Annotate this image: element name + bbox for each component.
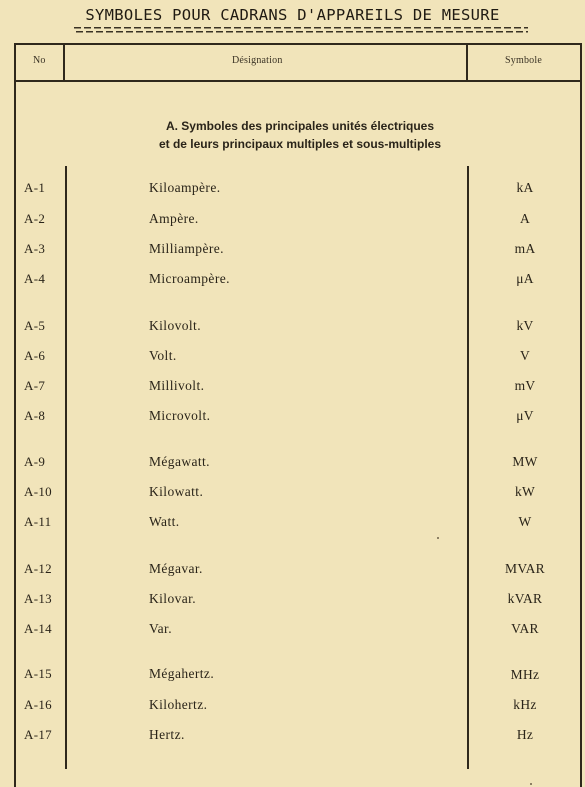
- table-right-border: [580, 43, 582, 787]
- row-symbol: μA: [516, 271, 534, 286]
- row-designation: Mégahertz.: [149, 666, 215, 681]
- row-number: A-7: [24, 378, 46, 393]
- row-designation: Kilohertz.: [149, 697, 208, 712]
- row-designation: Kiloampère.: [149, 180, 221, 195]
- row-symbol: kVAR: [507, 591, 543, 606]
- section-heading: [100, 117, 500, 153]
- row-symbol: Hz: [516, 727, 534, 742]
- row-number: A-1: [24, 180, 46, 195]
- header-no: No: [33, 55, 46, 66]
- header-divider-symbol: [466, 43, 468, 80]
- row-number: A-9: [24, 454, 46, 469]
- row-designation: Volt.: [149, 348, 177, 363]
- row-symbol: mV: [514, 378, 536, 393]
- row-designation: Watt.: [149, 514, 180, 529]
- row-designation: Kilovolt.: [149, 318, 201, 333]
- page-title: SYMBOLES POUR CADRANS D'APPAREILS DE MESURE: [85, 6, 500, 24]
- row-symbol: μV: [516, 408, 534, 423]
- row-designation: Mégawatt.: [149, 454, 210, 469]
- row-number: A-4: [24, 271, 46, 286]
- row-designation: Kilovar.: [149, 591, 197, 606]
- row-designation: Var.: [149, 621, 172, 636]
- row-symbol: MVAR: [505, 561, 545, 576]
- row-number: A-6: [24, 348, 46, 363]
- row-symbol: kHz: [513, 697, 537, 712]
- row-designation: Ampère.: [149, 211, 199, 226]
- header-divider-no: [63, 43, 65, 80]
- row-designation: Microampère.: [149, 271, 230, 286]
- row-number: A-8: [24, 408, 46, 423]
- row-symbol: kW: [514, 484, 536, 499]
- row-number: A-13: [24, 591, 52, 606]
- table-left-border: [14, 43, 16, 787]
- table-top-rule: [14, 43, 582, 45]
- row-symbol: VAR: [511, 621, 539, 636]
- row-symbol: kV: [516, 318, 534, 333]
- row-symbol: W: [518, 514, 532, 529]
- row-number: A-15: [24, 666, 52, 681]
- row-designation: Microvolt.: [149, 408, 211, 423]
- row-symbol: V: [519, 348, 531, 363]
- row-symbol: MW: [512, 454, 538, 469]
- row-designation: Mégavar.: [149, 561, 203, 576]
- row-symbol: mA: [514, 241, 536, 256]
- row-symbol: A: [519, 211, 531, 226]
- row-number: A-2: [24, 211, 46, 226]
- header-symbole: Symbole: [505, 55, 542, 66]
- header-designation: Désignation: [232, 55, 283, 66]
- row-designation: Kilowatt.: [149, 484, 204, 499]
- table-header-rule: [14, 80, 582, 82]
- row-number: A-5: [24, 318, 46, 333]
- title-double-underline: [74, 27, 528, 33]
- row-number: A-10: [24, 484, 52, 499]
- row-designation: Milliampère.: [149, 241, 224, 256]
- row-number: A-3: [24, 241, 46, 256]
- print-speck: [530, 783, 532, 785]
- row-number: A-12: [24, 561, 52, 576]
- row-number: A-16: [24, 697, 52, 712]
- print-speck: [437, 537, 439, 539]
- section-heading-line-2: et de leurs principaux multiples et sous-multiples: [158, 137, 442, 151]
- row-symbol: kA: [516, 180, 534, 195]
- column-divider-symbol: [467, 166, 469, 769]
- row-number: A-17: [24, 727, 52, 742]
- section-heading-line-1: A. Symboles des principales unités électriques: [165, 119, 435, 133]
- row-designation: Hertz.: [149, 727, 185, 742]
- row-designation: Millivolt.: [149, 378, 205, 393]
- row-number: A-11: [24, 514, 52, 529]
- row-number: A-14: [24, 621, 52, 636]
- row-symbol: MHz: [510, 667, 540, 682]
